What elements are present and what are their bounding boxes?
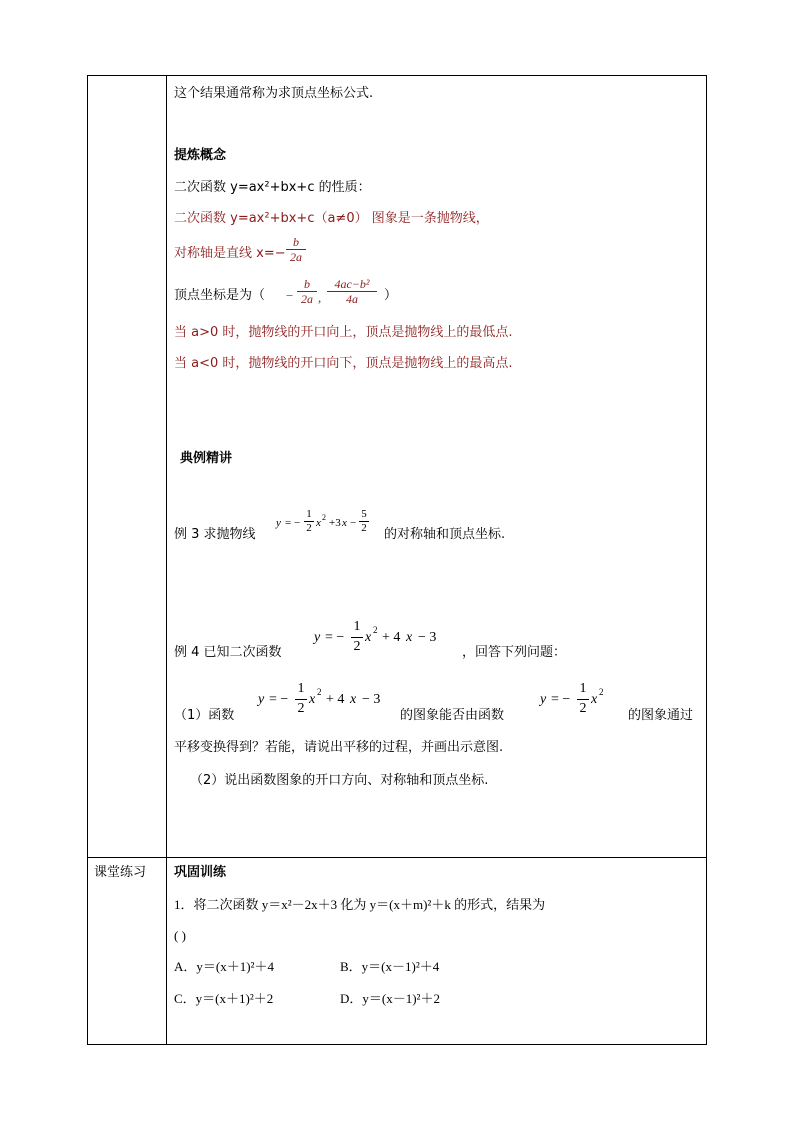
table-border-left [87, 75, 88, 1045]
example-4-suffix: ，回答下列问题： [462, 645, 567, 660]
vertex-x-fraction [297, 278, 317, 305]
vertex-minus-sign: − [286, 288, 294, 303]
property-intro: 二次函数 y=ax²+bx+c 的性质： [174, 180, 371, 195]
example-3-formula: y = − 1 2 x 2 +3 x − 5 2 [276, 508, 380, 542]
vertex-y-den: 4a [346, 292, 358, 306]
practice-question-1: 1．将二次函数 y＝x²－2x＋3 化为 y＝(x＋m)²＋k 的形式，结果为 [174, 897, 546, 912]
example-3-suffix: 的对称轴和顶点坐标. [384, 527, 506, 542]
example-3-prefix: 例 3 求抛物线 [174, 527, 256, 542]
option-d: D．y＝(x－1)²＋2 [340, 991, 440, 1006]
axis-of-symmetry-text: 对称轴是直线 x=− [174, 246, 286, 261]
question-1-formula-a: y = − 1 2 x 2 + 4 x − 3 [258, 681, 381, 716]
table-row-divider [87, 857, 707, 858]
question-2: （2）说出函数图象的开口方向、对称轴和顶点坐标. [190, 773, 489, 788]
vertex-x-num: b [304, 277, 310, 291]
formula-note: 这个结果通常称为求顶点坐标公式. [174, 86, 374, 101]
option-b: B．y＝(x－1)²＋4 [340, 959, 440, 974]
question-1-continuation: 平移变换得到？若能，请说出平移的过程，并画出示意图. [174, 740, 504, 755]
option-a: A．y＝(x＋1)²＋4 [174, 959, 274, 974]
vertex-comma: , [318, 290, 322, 305]
vertex-x-den: 2a [301, 292, 313, 306]
axis-fraction-num: b [293, 235, 299, 249]
axis-fraction-den: 2a [290, 250, 302, 264]
practice-title: 巩固训练 [174, 865, 227, 880]
vertex-y-num: 4ac−b² [334, 277, 370, 291]
example-4-prefix: 例 4 已知二次函数 [174, 645, 282, 660]
vertex-text: 顶点坐标是为（ [174, 288, 266, 303]
open-down-rule: 当 a<0 时，抛物线的开口向下，顶点是抛物线上的最高点. [174, 356, 513, 371]
section-title-concepts: 提炼概念 [174, 148, 227, 163]
vertex-y-fraction [327, 278, 377, 305]
question-1-suffix: 的图象通过 [628, 708, 694, 723]
table-column-divider [166, 75, 167, 1045]
table-border-top [87, 75, 707, 76]
open-up-rule: 当 a>0 时，抛物线的开口向上，顶点是抛物线上的最低点. [174, 325, 513, 340]
option-c: C．y＝(x＋1)²＋2 [174, 991, 274, 1006]
examples-title: 典例精讲 [180, 451, 233, 466]
table-border-bottom [87, 1044, 707, 1045]
vertex-close-paren: ） [384, 288, 398, 303]
table-border-right [706, 75, 707, 1045]
question-1-formula-b: y = − 1 2 x 2 [540, 681, 604, 716]
question-1-prefix: （1）函数 [174, 708, 235, 723]
question-1-middle: 的图象能否由函数 [400, 708, 505, 723]
example-4-formula: y = − 1 2 x 2 + 4 x − 3 [314, 619, 437, 654]
graph-description: 二次函数 y=ax²+bx+c（a≠0） 图象是一条抛物线， [174, 211, 489, 226]
answer-blank: ( ) [174, 928, 186, 943]
axis-fraction [286, 236, 306, 263]
row-label-classroom-practice: 课堂练习 [94, 865, 147, 880]
